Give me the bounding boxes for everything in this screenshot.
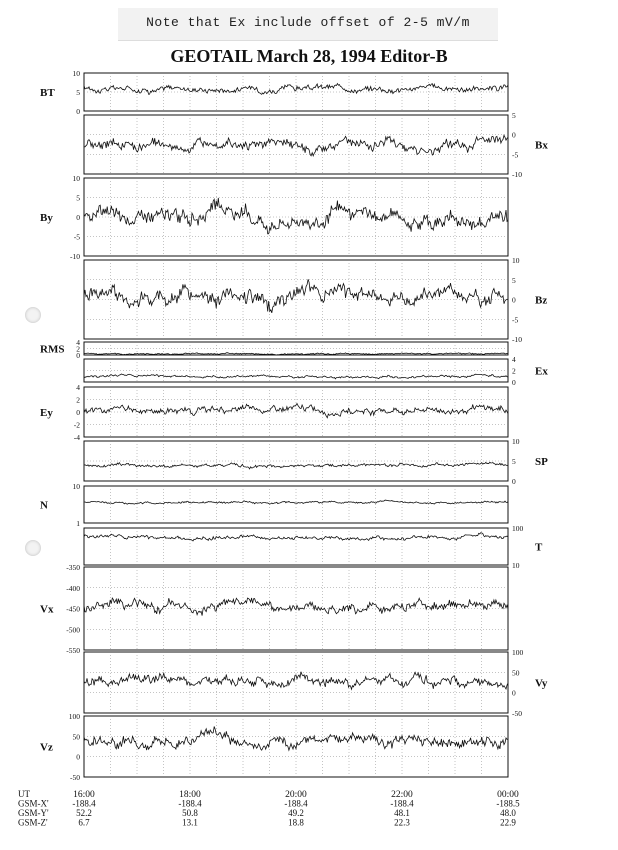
- tick-label-t: 10: [512, 561, 520, 570]
- tick-label-rms: 0: [76, 351, 80, 360]
- tick-label-bz: -10: [512, 335, 522, 344]
- series-line-t: [84, 533, 508, 541]
- tick-label-by: -10: [70, 252, 80, 261]
- footer-label-ut: UT: [18, 789, 30, 799]
- panel-label-vx: Vx: [40, 603, 54, 616]
- tick-label-bt: 10: [72, 69, 80, 78]
- tick-label-sp: 5: [512, 457, 516, 466]
- footer-value: -188.4: [72, 798, 96, 809]
- footer-value: 52.2: [76, 808, 92, 818]
- series-line-vz: [84, 727, 508, 751]
- footer-value: 18.8: [288, 817, 304, 828]
- tick-label-vx: -450: [66, 604, 80, 614]
- x-tick-label: 00:00: [497, 790, 519, 800]
- tick-label-by: 10: [72, 174, 80, 183]
- tick-label-sp: 0: [512, 477, 516, 486]
- tick-label-vz: 0: [76, 752, 80, 762]
- tick-label-bx: 5: [512, 111, 516, 120]
- panel-label-sp: SP: [535, 456, 548, 468]
- footer-value: 50.8: [182, 808, 198, 818]
- tick-label-bx: -10: [512, 170, 522, 179]
- x-tick-label: 16:00: [73, 790, 95, 800]
- panel-label-bz: Bz: [535, 294, 548, 307]
- panel-label-ey: Ey: [40, 407, 53, 419]
- tick-label-by: 0: [76, 213, 80, 222]
- tick-label-vz: 100: [68, 712, 80, 721]
- panel-label-by: By: [40, 212, 53, 224]
- tick-label-vx: -550: [66, 646, 80, 655]
- footer-value: 6.7: [78, 817, 90, 828]
- tick-label-ex: 4: [512, 355, 516, 364]
- tick-label-ey: 2: [76, 395, 80, 405]
- tick-label-vx: -400: [66, 583, 80, 593]
- tick-label-rms: 4: [76, 338, 80, 347]
- tick-label-vy: 100: [512, 648, 524, 657]
- x-tick-label: 20:00: [285, 790, 307, 800]
- x-tick-label: 22:00: [391, 790, 413, 800]
- footer-label-gsmz: GSM-Z': [18, 817, 48, 828]
- tick-label-bt: 5: [76, 88, 80, 97]
- tick-label-bx: -5: [512, 150, 519, 160]
- footer-label-gsmx: GSM-X': [18, 798, 49, 809]
- tick-label-ey: 0: [76, 408, 80, 417]
- tick-label-ex: 0: [512, 378, 516, 387]
- footer-value: 22.3: [394, 817, 410, 828]
- tick-label-vz: -50: [70, 773, 80, 782]
- tick-label-bz: -5: [512, 315, 519, 325]
- x-tick-label: 18:00: [179, 790, 201, 800]
- tick-label-n: 1: [76, 519, 80, 528]
- tick-label-by: -5: [73, 232, 80, 242]
- tick-label-bt: 0: [76, 107, 80, 116]
- panel-label-vz: Vz: [40, 741, 53, 754]
- panel-label-vy: Vy: [535, 677, 548, 690]
- series-line-vy: [84, 672, 508, 690]
- tick-label-vy: 50: [512, 668, 520, 678]
- tick-label-bz: 0: [512, 295, 516, 305]
- panel-label-bx: Bx: [535, 139, 548, 152]
- note-banner: Note that Ex include offset of 2-5 mV/m: [118, 8, 498, 41]
- tick-label-vy: 0: [512, 688, 516, 698]
- panel-label-n: N: [40, 499, 48, 512]
- tick-label-bz: 10: [512, 256, 520, 265]
- tick-label-bz: 5: [512, 275, 516, 285]
- tick-label-rms: 2: [76, 344, 80, 354]
- panel-label-t: T: [535, 541, 543, 554]
- footer-value: 49.2: [288, 808, 304, 818]
- panel-label-ex: Ex: [535, 365, 548, 378]
- tick-label-vx: -350: [66, 563, 80, 572]
- panel-label-bt: BT: [40, 87, 55, 99]
- tick-label-bx: 0: [512, 130, 516, 140]
- tick-label-ex: 2: [512, 366, 516, 376]
- footer-label-gsmy: GSM-Y': [18, 808, 49, 818]
- chart-title: GEOTAIL March 28, 1994 Editor-B: [170, 46, 448, 66]
- tick-label-ey: -2: [73, 420, 80, 430]
- tick-label-vz: 50: [72, 732, 80, 742]
- footer-value: 48.0: [500, 808, 516, 818]
- footer-value: -188.4: [390, 798, 414, 809]
- tick-label-vy: -50: [512, 709, 522, 718]
- footer-value: 22.9: [500, 817, 516, 828]
- series-line-n: [84, 500, 508, 504]
- series-line-by: [84, 198, 508, 234]
- footer-value: 48.1: [394, 808, 410, 818]
- tick-label-ey: 4: [76, 383, 80, 392]
- footer-value: -188.4: [284, 798, 308, 809]
- footer-value: -188.4: [178, 798, 202, 809]
- footer-value: -188.5: [496, 798, 520, 809]
- tick-label-vx: -500: [66, 625, 80, 635]
- tick-label-n: 10: [72, 482, 80, 491]
- footer-value: 13.1: [182, 817, 198, 828]
- panel-label-rms: RMS: [40, 343, 65, 356]
- tick-label-sp: 10: [512, 437, 520, 446]
- tick-label-by: 5: [76, 193, 80, 203]
- tick-label-t: 100: [512, 524, 524, 533]
- tick-label-ey: -4: [73, 433, 80, 442]
